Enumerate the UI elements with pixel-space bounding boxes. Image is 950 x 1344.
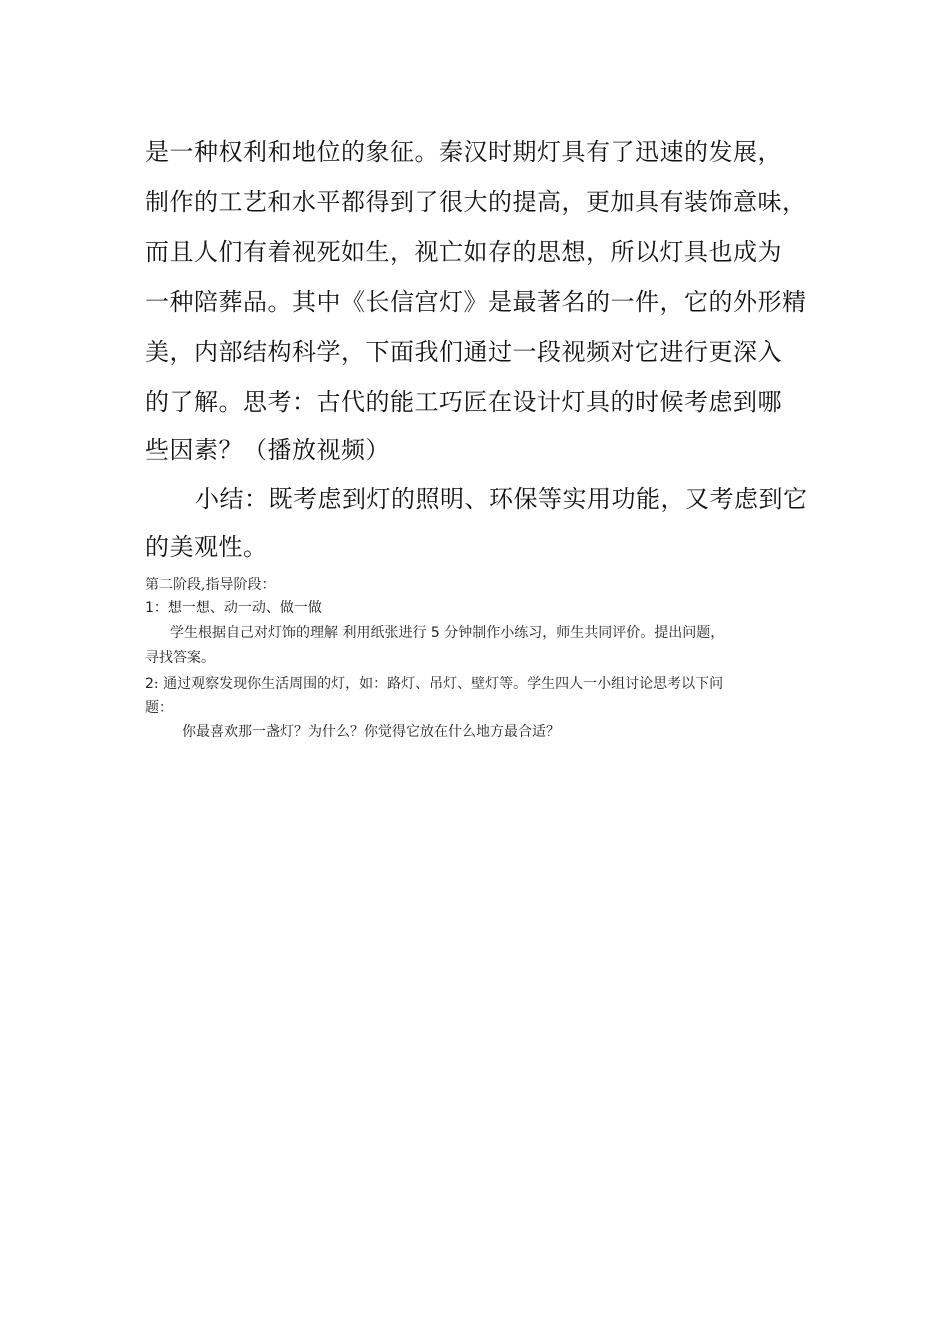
paragraph-line-7: 些因素？（播放视频）: [145, 436, 390, 464]
item1-body-text-b: 分钟制作小练习，师生共同评价。提出问题，: [444, 625, 725, 641]
paragraph-line-1: 是一种权利和地位的象征。秦汉时期灯具有了迅速的发展，: [145, 138, 782, 166]
item1-title-text: ：想一想、动一动、做一做: [153, 600, 322, 616]
item2-line-1-text: : 通过观察发现你生活周围的灯，如：路灯、吊灯、壁灯等。学生四人一小组讨论思考以下问: [153, 676, 724, 692]
item1-body-line-1: [170, 622, 850, 645]
paragraph-line-2: 制作的工艺和水平都得到了很大的提高，更加具有装饰意味，: [145, 188, 807, 216]
paragraph-line-4: 一种陪葬品。其中《长信宫灯》是最著名的一件，它的外形精: [145, 288, 807, 316]
item1-title: [145, 597, 825, 620]
paragraph-line-5: 美，内部结构科学，下面我们通过一段视频对它进行更深入: [145, 338, 782, 366]
item1-body-text-a: 学生根据自己对灯饰的理解 利用纸张进行: [170, 625, 427, 641]
discussion-question: 你最喜欢那一盏灯？为什么？你觉得它放在什么地方最合适？: [182, 724, 560, 740]
paragraph-line-6: 的了解。思考：古代的能工巧匠在设计灯具的时候考虑到哪: [145, 388, 782, 416]
item1-number: 1: [145, 600, 154, 616]
paragraph-line-3: 而且人们有着视死如生，视亡如存的思想，所以灯具也成为: [145, 238, 782, 266]
summary-line-2: 的美观性。: [145, 533, 268, 561]
item2-number: 2: [145, 676, 154, 692]
item1-body-number: 5: [430, 625, 440, 641]
item2-line-1: [145, 673, 825, 696]
item2-line-2: 题：: [145, 700, 173, 716]
stage2-heading: 第二阶段,指导阶段：: [145, 577, 276, 593]
summary-line-1: 小结：既考虑到灯的照明、环保等实用功能，又考虑到它: [195, 485, 808, 513]
item1-body-line-2: 寻找答案。: [145, 650, 215, 666]
